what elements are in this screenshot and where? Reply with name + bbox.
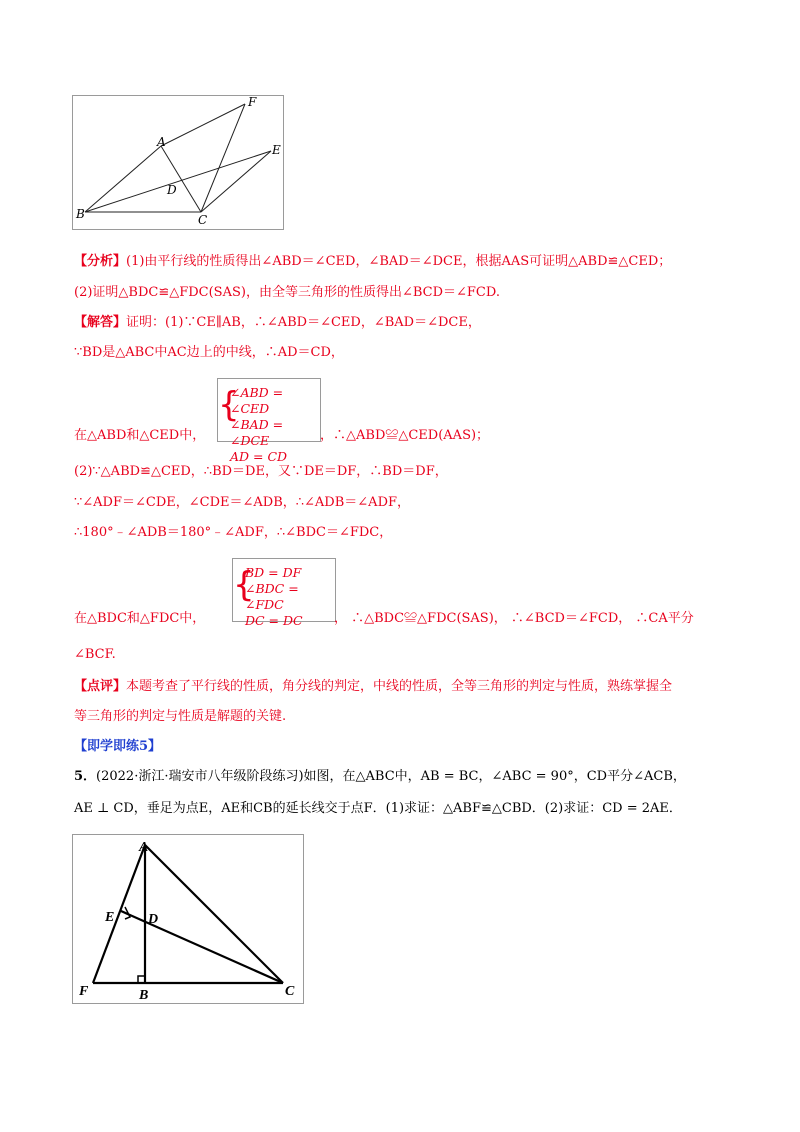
brace-1: { bbox=[218, 385, 240, 425]
segment-ac bbox=[145, 845, 283, 983]
practice-line-2: AE ⊥ CD，垂足为点E，AE和CB的延长线交于点F．(1)求证：△ABF≌△CBD．(2)求证：CD = 2AE． bbox=[74, 801, 682, 816]
segment-af bbox=[93, 845, 145, 983]
system-1-row-2: ∠BAD = ∠DCE bbox=[230, 417, 284, 448]
solution-line-8: ∠BCF. bbox=[74, 647, 116, 662]
point-label-b: B bbox=[76, 207, 85, 221]
segment-cf bbox=[201, 104, 245, 212]
point-label-c: C bbox=[198, 213, 208, 227]
solution-line-5: ∵∠ADF＝∠CDE，∠CDE＝∠ADB，∴∠ADB＝∠ADF， bbox=[74, 495, 411, 510]
system-1-row-1: ∠ABD = ∠CED bbox=[230, 385, 284, 416]
solution-line-2: ∵BD是△ABC中AC边上的中线，∴AD＝CD， bbox=[74, 345, 344, 360]
analysis-line-2: (2)证明△BDC≌△FDC(SAS)，由全等三角形的性质得出∠BCD＝∠FCD. bbox=[74, 285, 500, 300]
point-label-d: D bbox=[167, 183, 177, 197]
system-2-row-1: BD = DF bbox=[245, 565, 302, 580]
solution-line-3-pre: 在△ABD和△CED中， bbox=[74, 428, 206, 443]
practice-heading: 【即学即练5】 bbox=[74, 739, 162, 754]
system-1-row-3: AD = CD bbox=[230, 449, 288, 464]
comment-line-1 bbox=[74, 677, 734, 697]
point-label-f: F bbox=[248, 96, 257, 109]
solution-line-3-post: ，∴△ABD≌△CED(AAS)； bbox=[320, 428, 490, 443]
solution-line-4: (2)∵△ABD≌△CED，∴BD＝DE，又∵DE＝DF，∴BD＝DF， bbox=[74, 464, 448, 479]
point-label-e: E bbox=[105, 910, 115, 925]
analysis-line-1 bbox=[74, 252, 734, 272]
system-2-row-3: DC = DC bbox=[245, 613, 303, 628]
solution-line-7-post: ， ∴△BDC≌△FDC(SAS)， ∴∠BCD＝∠FCD， ∴CA平分 bbox=[334, 611, 694, 626]
practice-text-1: (2022·浙江·瑞安市八年级阶段练习)如图，在△ABC中，AB = BC，∠ABC = 90°，CD平分∠ACB， bbox=[96, 769, 686, 784]
comment-tag: 【点评】 bbox=[74, 679, 127, 694]
point-label-f: F bbox=[79, 984, 89, 999]
solution-line-6: ∴180°﹣∠ADB＝180°﹣∠ADF，∴∠BDC＝∠FDC， bbox=[74, 525, 393, 540]
segment-ce bbox=[201, 151, 271, 212]
solution-line-1 bbox=[74, 313, 734, 333]
solution-text-1: 证明：(1)∵CE∥AB，∴∠ABD＝∠CED，∠BAD＝∠DCE， bbox=[126, 315, 481, 330]
segment-ac bbox=[161, 146, 201, 212]
practice-line-1 bbox=[74, 767, 734, 787]
analysis-tag: 【分析】 bbox=[74, 254, 127, 269]
segment-be bbox=[85, 151, 271, 212]
geometry-figure-2 bbox=[72, 834, 304, 1004]
comment-text-1: 本题考查了平行线的性质，角分线的判定，中线的性质，全等三角形的判定与性质，熟练掌握全 bbox=[126, 679, 673, 694]
figure-1-svg bbox=[73, 96, 283, 229]
point-label-a: A bbox=[139, 840, 149, 855]
brace-2: { bbox=[233, 565, 255, 605]
system-2-row-2: ∠BDC = ∠FDC bbox=[245, 581, 299, 612]
point-label-e: E bbox=[272, 143, 281, 157]
equation-system-2 bbox=[232, 558, 336, 628]
segment-af bbox=[161, 104, 245, 146]
analysis-text-1: (1)由平行线的性质得出∠ABD＝∠CED，∠BAD＝∠DCE，根据AAS可证明△ABD≌△CED； bbox=[126, 254, 672, 269]
comment-line-2: 等三角形的判定与性质是解题的关键. bbox=[74, 709, 287, 724]
question-number: 5． bbox=[74, 769, 97, 784]
equation-system-1 bbox=[217, 378, 321, 464]
figure-2-svg bbox=[73, 835, 303, 1003]
point-label-a: A bbox=[157, 135, 166, 149]
point-label-d: D bbox=[148, 912, 159, 927]
solution-tag: 【解答】 bbox=[74, 315, 127, 330]
solution-line-7-pre: 在△BDC和△FDC中， bbox=[74, 611, 206, 626]
point-label-b: B bbox=[139, 988, 149, 1003]
segment-ba bbox=[85, 146, 161, 212]
point-label-c: C bbox=[285, 984, 295, 999]
geometry-figure-1 bbox=[72, 95, 284, 230]
